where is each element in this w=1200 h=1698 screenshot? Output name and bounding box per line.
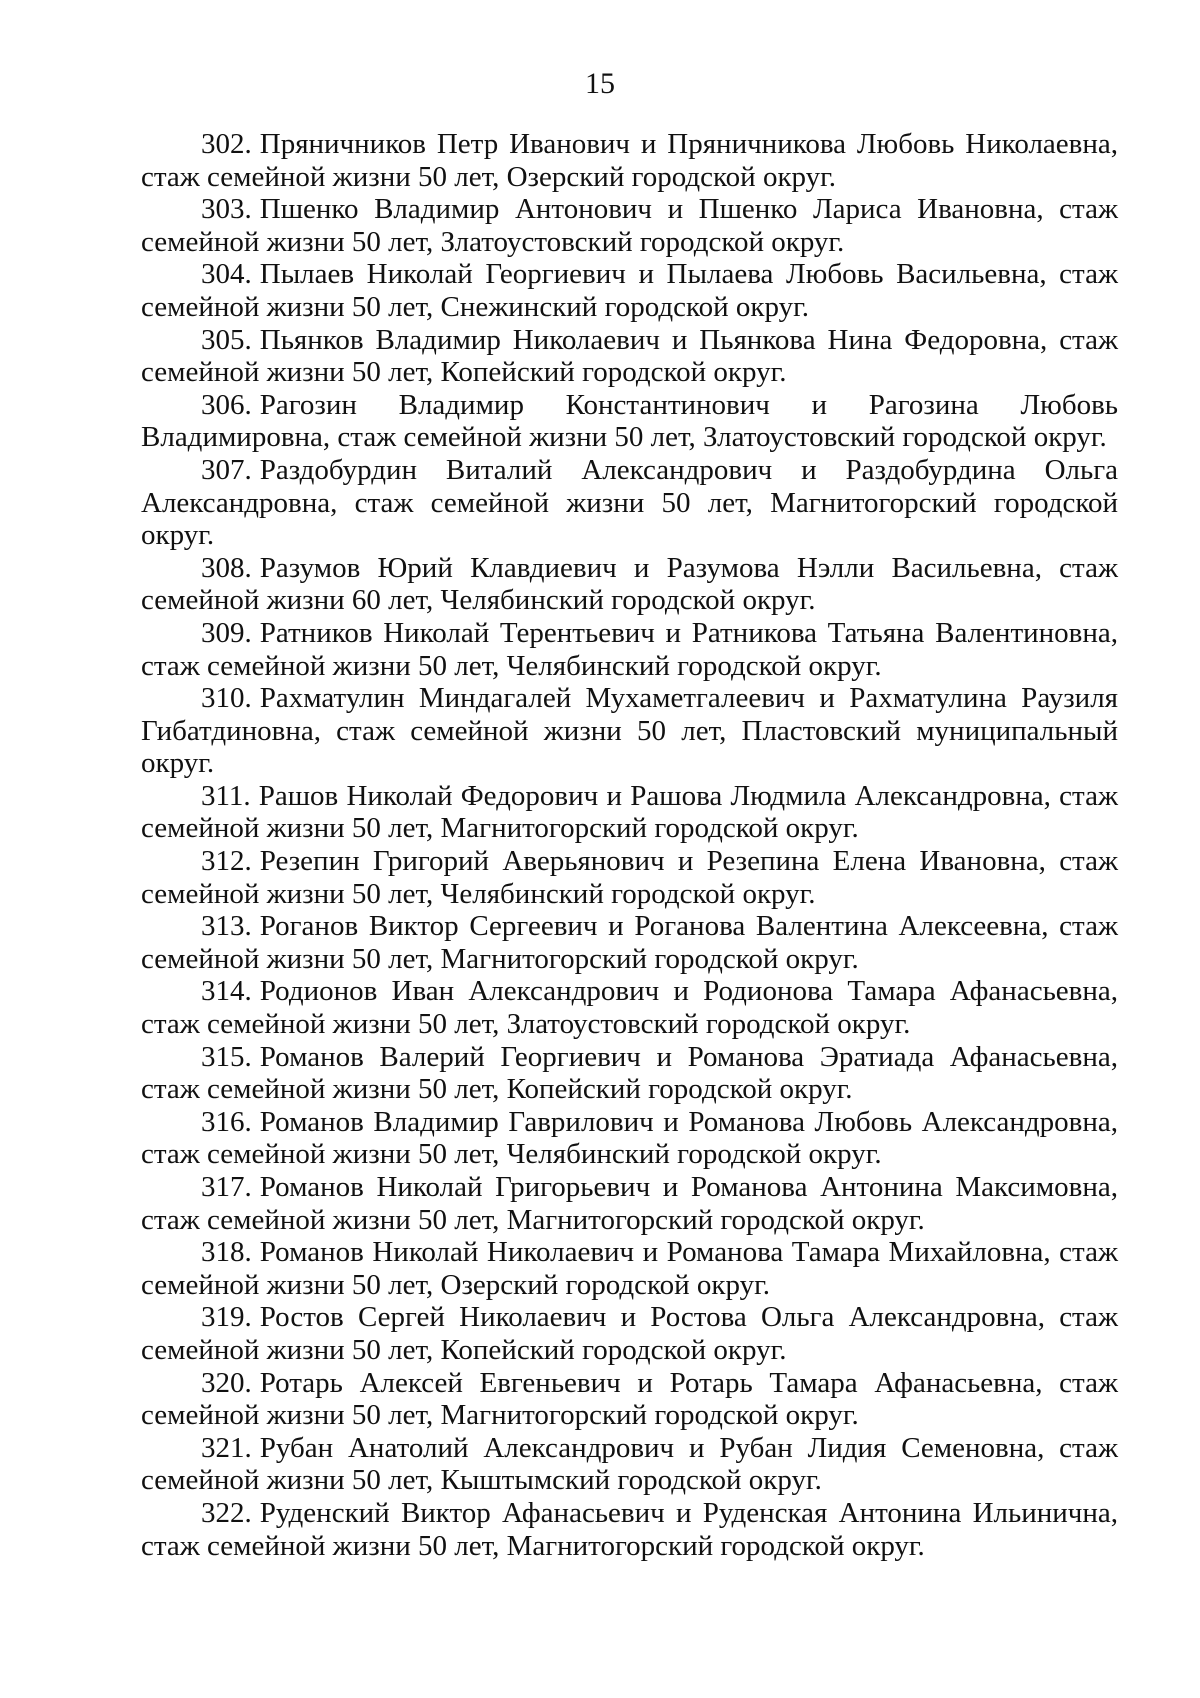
item-number: 308. [201,551,252,584]
list-item [141,454,1118,552]
list-item [141,1432,1118,1497]
item-text: Пряничников Петр Иванович и Пряничникова Любовь Николаевна, стаж семейной жизни 50 лет, Озерский городской округ. [141,128,1118,193]
list-item [141,682,1118,780]
list-item [141,1041,1118,1106]
list-item [141,1106,1118,1171]
list-item [141,845,1118,910]
item-text: Пьянков Владимир Николаевич и Пьянкова Нина Федоровна, стаж семейной жизни 50 лет, Копейский городской округ. [141,323,1118,389]
item-number: 312. [201,845,252,878]
item-text: Ротарь Алексей Евгеньевич и Ротарь Тамара Афанасьевна, стаж семейной жизни 50 лет, Магнитогорский городской округ. [141,1366,1118,1432]
item-number: 322. [201,1496,252,1529]
page-number: 15 [585,67,615,100]
item-text: Руденский Виктор Афанасьевич и Руденская Антонина Ильинична, стаж семейной жизни 50 лет, Магнитогорский городской округ. [141,1496,1118,1562]
item-number: 321. [201,1431,252,1464]
list-item [141,128,1118,193]
item-text: Рахматулин Миндагалей Мухаметгалеевич и Рахматулина Раузиля Гибатдиновна, стаж семейной жизни 50 лет, Пластовский муниципальный округ. [141,682,1118,780]
item-number: 315. [201,1040,252,1073]
item-number: 311. [201,779,251,812]
award-list [141,128,1118,1562]
list-item [141,1367,1118,1432]
list-item [141,1301,1118,1366]
list-item [141,1236,1118,1301]
item-text: Ратников Николай Терентьевич и Ратникова Татьяна Валентиновна, стаж семейной жизни 50 лет, Челябинский городской округ. [141,616,1118,682]
item-text: Романов Николай Григорьевич и Романова Антонина Максимовна, стаж семейной жизни 50 лет, Магнитогорский городской округ. [141,1171,1118,1236]
list-item [141,552,1118,617]
item-text: Роганов Виктор Сергеевич и Роганова Валентина Алексеевна, стаж семейной жизни 50 лет, Магнитогорский городской округ. [141,910,1118,975]
item-text: Романов Владимир Гаврилович и Романова Любовь Александровна, стаж семейной жизни 50 лет, Челябинский городской округ. [141,1105,1118,1171]
item-number: 305. [201,323,252,356]
item-number: 319. [201,1301,252,1334]
item-text: Пылаев Николай Георгиевич и Пылаева Любовь Васильевна, стаж семейной жизни 50 лет, Снежинский городской округ. [141,258,1118,323]
item-number: 306. [201,388,252,421]
item-text: Рубан Анатолий Александрович и Рубан Лидия Семеновна, стаж семейной жизни 50 лет, Кыштымский городской округ. [141,1431,1118,1497]
list-item [141,389,1118,454]
item-text: Разумов Юрий Клавдиевич и Разумова Нэлли Васильевна, стаж семейной жизни 60 лет, Челябинский городской округ. [141,551,1118,617]
list-item [141,258,1118,323]
list-item [141,975,1118,1040]
item-text: Романов Николай Николаевич и Романова Тамара Михайловна, стаж семейной жизни 50 лет, Озерский городской округ. [141,1236,1118,1301]
item-text: Ростов Сергей Николаевич и Ростова Ольга Александровна, стаж семейной жизни 50 лет, Копейский городской округ. [141,1301,1118,1366]
item-text: Родионов Иван Александрович и Родионова Тамара Афанасьевна, стаж семейной жизни 50 лет, Златоустовский городской округ. [141,975,1118,1041]
item-text: Романов Валерий Георгиевич и Романова Эратиада Афанасьевна, стаж семейной жизни 50 лет, Копейский городской округ. [141,1040,1118,1106]
item-number: 302. [201,128,252,160]
item-number: 304. [201,258,252,291]
list-item [141,1497,1118,1562]
list-item [141,193,1118,258]
item-number: 314. [201,975,252,1008]
item-text: Рашов Николай Федорович и Рашова Людмила Александровна, стаж семейной жизни 50 лет, Магнитогорский городской округ. [141,779,1118,845]
item-number: 303. [201,193,252,226]
item-number: 307. [201,453,252,486]
item-text: Рагозин Владимир Константинович и Рагозина Любовь Владимировна, стаж семейной жизни 50 лет, Златоустовский городской округ. [141,388,1118,454]
item-text: Резепин Григорий Аверьянович и Резепина Елена Ивановна, стаж семейной жизни 50 лет, Челябинский городской округ. [141,845,1118,910]
item-number: 316. [201,1105,252,1138]
list-item [141,780,1118,845]
item-text: Раздобурдин Виталий Александрович и Раздобурдина Ольга Александровна, стаж семейной жизни 50 лет, Магнитогорский городской округ. [141,453,1118,552]
item-number: 313. [201,910,252,943]
item-number: 309. [201,616,252,649]
list-item [141,1171,1118,1236]
list-item [141,617,1118,682]
list-item [141,324,1118,389]
list-item [141,910,1118,975]
item-number: 318. [201,1236,252,1269]
item-number: 310. [201,682,252,715]
item-number: 317. [201,1171,252,1203]
item-text: Пшенко Владимир Антонович и Пшенко Лариса Ивановна, стаж семейной жизни 50 лет, Златоустовский городской округ. [141,193,1118,258]
item-number: 320. [201,1366,252,1399]
